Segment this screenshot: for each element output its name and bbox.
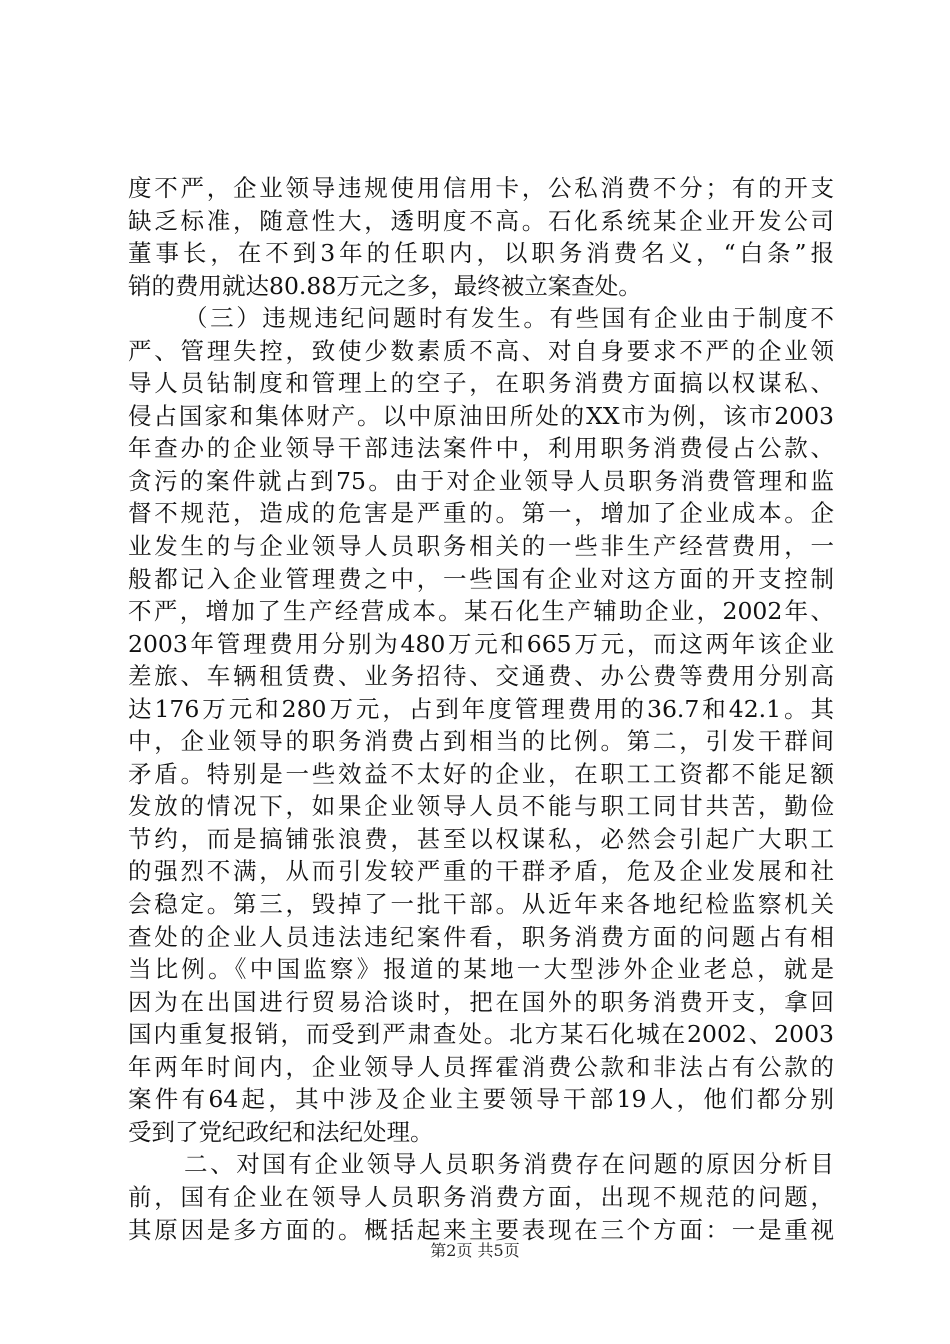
text-line: 受到了党纪政纪和法纪处理。 [128, 1117, 434, 1146]
text-line: 的强烈不满，从而引发较严重的干群矛盾，危及企业发展和社 [128, 857, 834, 886]
text-line: 会稳定。第三，毁掉了一批干部。从近年来各地纪检监察机关 [128, 890, 834, 919]
text-line: 贪污的案件就占到75。由于对企业领导人员职务消费管理和监 [128, 466, 834, 495]
text-line: 查处的企业人员违法违纪案件看，职务消费方面的问题占有相 [128, 922, 834, 951]
text-line: 董事长，在不到3年的任职内，以职务消费名义，“白条”报 [128, 239, 834, 268]
text-line: （三）违规违纪问题时有发生。有些国有企业由于制度不 [184, 304, 834, 333]
text-line: 因为在出国进行贸易洽谈时，把在国外的职务消费开支，拿回 [128, 987, 834, 1016]
text-line: 二、对国有企业领导人员职务消费存在问题的原因分析目 [184, 1150, 834, 1179]
text-line: 年两年时间内，企业领导人员挥霍消费公款和非法占有公款的 [128, 1052, 834, 1081]
text-line: 节约，而是搞铺张浪费，甚至以权谋私，必然会引起广大职工 [128, 824, 834, 853]
text-line: 达176万元和280万元，占到年度管理费用的36.7和42.1。其 [128, 694, 834, 723]
text-line: 缺乏标准，随意性大，透明度不高。石化系统某企业开发公司 [128, 206, 834, 235]
text-line: 导人员钻制度和管理上的空子，在职务消费方面搞以权谋私、 [128, 369, 834, 398]
text-line: 督不规范，造成的危害是严重的。第一，增加了企业成本。企 [128, 499, 834, 528]
page-footer: 第2页 共5页 [430, 1241, 520, 1260]
text-line: 案件有64起，其中涉及企业主要领导干部19人，他们都分别 [128, 1085, 834, 1114]
text-line: 中，企业领导的职务消费占到相当的比例。第二，引发干群间 [128, 727, 834, 756]
text-line: 前，国有企业在领导人员职务消费方面，出现不规范的问题， [128, 1182, 834, 1211]
text-line: 度不严，企业领导违规使用信用卡，公私消费不分；有的开支 [128, 174, 834, 202]
text-line: 般都记入企业管理费之中，一些国有企业对这方面的开支控制 [128, 564, 834, 593]
text-line: 严、管理失控，致使少数素质不高、对自身要求不严的企业领 [128, 336, 834, 365]
text-line: 其原因是多方面的。概括起来主要表现在三个方面：一是重视 [128, 1215, 834, 1244]
body-text [128, 172, 834, 1246]
text-line: 侵占国家和集体财产。以中原油田所处的XX市为例，该市2003 [128, 401, 834, 430]
text-line: 当比例。《中国监察》报道的某地一大型涉外企业老总，就是 [128, 955, 834, 984]
text-line: 业发生的与企业领导人员职务相关的一些非生产经营费用，一 [128, 532, 834, 561]
text-line: 不严，增加了生产经营成本。某石化生产辅助企业，2002年、 [128, 597, 834, 626]
text-line: 矛盾。特别是一些效益不太好的企业，在职工工资都不能足额 [128, 759, 834, 788]
text-line: 国内重复报销，而受到严肃查处。北方某石化城在2002、2003 [128, 1020, 834, 1049]
text-line: 销的费用就达80.88万元之多，最终被立案查处。 [128, 271, 642, 300]
text-line: 差旅、车辆租赁费、业务招待、交通费、办公费等费用分别高 [128, 662, 834, 691]
text-line: 发放的情况下，如果企业领导人员不能与职工同甘共苦，勤俭 [128, 792, 834, 821]
text-line: 2003年管理费用分别为480万元和665万元，而这两年该企业 [128, 629, 834, 658]
text-line: 年查办的企业领导干部违法案件中，利用职务消费侵占公款、 [128, 434, 834, 463]
